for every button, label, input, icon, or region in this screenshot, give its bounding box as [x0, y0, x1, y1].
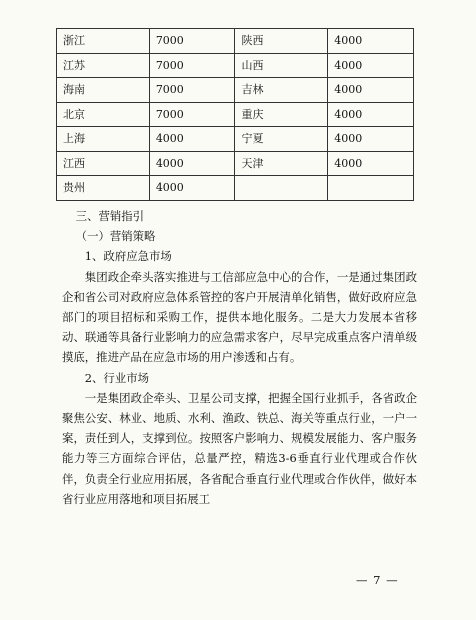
- province-cell: 宁夏: [235, 127, 328, 152]
- province-cell: 重庆: [235, 102, 328, 127]
- quota-cell: 4000: [328, 53, 414, 78]
- quota-cell: [328, 176, 414, 201]
- table-row: [57, 176, 414, 201]
- quota-cell: 4000: [328, 102, 414, 127]
- table-row: [57, 78, 414, 103]
- quota-cell: 4000: [149, 176, 235, 201]
- province-cell: 江苏: [57, 53, 150, 78]
- province-cell: 山西: [235, 53, 328, 78]
- item2-title: 2、行业市场: [84, 370, 149, 385]
- table-row: [57, 127, 414, 152]
- province-cell: 海南: [57, 78, 150, 103]
- province-cell: 天津: [235, 151, 328, 176]
- item2-body: 一是集团政企牵头、卫星公司支撑，把握全国行业抓手，各省政企聚焦公安、林业、地质、水利、渔政、铁总、海关等重点行业，一户一案，责任到人，支撑到位。按照客户影响力、规模发展能力、客户服务能力等三方面综合评估，总量严控，精选3-6垂直行业代理或合作伙伴，负责全行业应用拓展，各省配合垂直行业代理或合作伙伴，做好本省行业应用落地和项目拓展工: [62, 390, 417, 506]
- province-cell: [235, 176, 328, 201]
- table-row: [57, 29, 414, 54]
- province-cell: 浙江: [57, 29, 150, 54]
- sub-heading: （一）营销策略: [75, 229, 156, 244]
- quota-cell: 7000: [149, 29, 235, 54]
- table-row: [57, 53, 414, 78]
- province-cell: 上海: [57, 127, 150, 152]
- province-quota-table: [56, 28, 414, 201]
- section-heading: 三、营销指引: [75, 209, 145, 223]
- item1-body: 集团政企牵头落实推进与工信部应急中心的合作，一是通过集团政企和省公司对政府应急体系管控的客户开展清单化销售，做好政府应急部门的项目招标和采购工作，提供本地化服务。二是大力发展本省移动、联通等具备行业影响力的应急需求客户，尽早完成重点客户清单级摸底，推进产品在应急市场的用户渗透和占有。: [62, 269, 417, 365]
- quota-cell: 4000: [149, 151, 235, 176]
- quota-cell: 4000: [328, 127, 414, 152]
- province-cell: 贵州: [57, 176, 150, 201]
- quota-cell: 4000: [328, 151, 414, 176]
- quota-cell: 7000: [149, 102, 235, 127]
- province-cell: 北京: [57, 102, 150, 127]
- quota-table-body: [57, 29, 414, 201]
- table-row: [57, 102, 414, 127]
- item1-title: 1、政府应急市场: [84, 249, 172, 264]
- quota-cell: 7000: [149, 53, 235, 78]
- table-row: [57, 151, 414, 176]
- quota-cell: 4000: [328, 29, 414, 54]
- body-text: [62, 206, 417, 509]
- province-cell: 陕西: [235, 29, 328, 54]
- province-cell: 江西: [57, 151, 150, 176]
- province-cell: 吉林: [235, 78, 328, 103]
- page-number: — 7 —: [356, 573, 399, 587]
- quota-cell: 4000: [328, 78, 414, 103]
- quota-cell: 7000: [149, 78, 235, 103]
- quota-cell: 4000: [149, 127, 235, 152]
